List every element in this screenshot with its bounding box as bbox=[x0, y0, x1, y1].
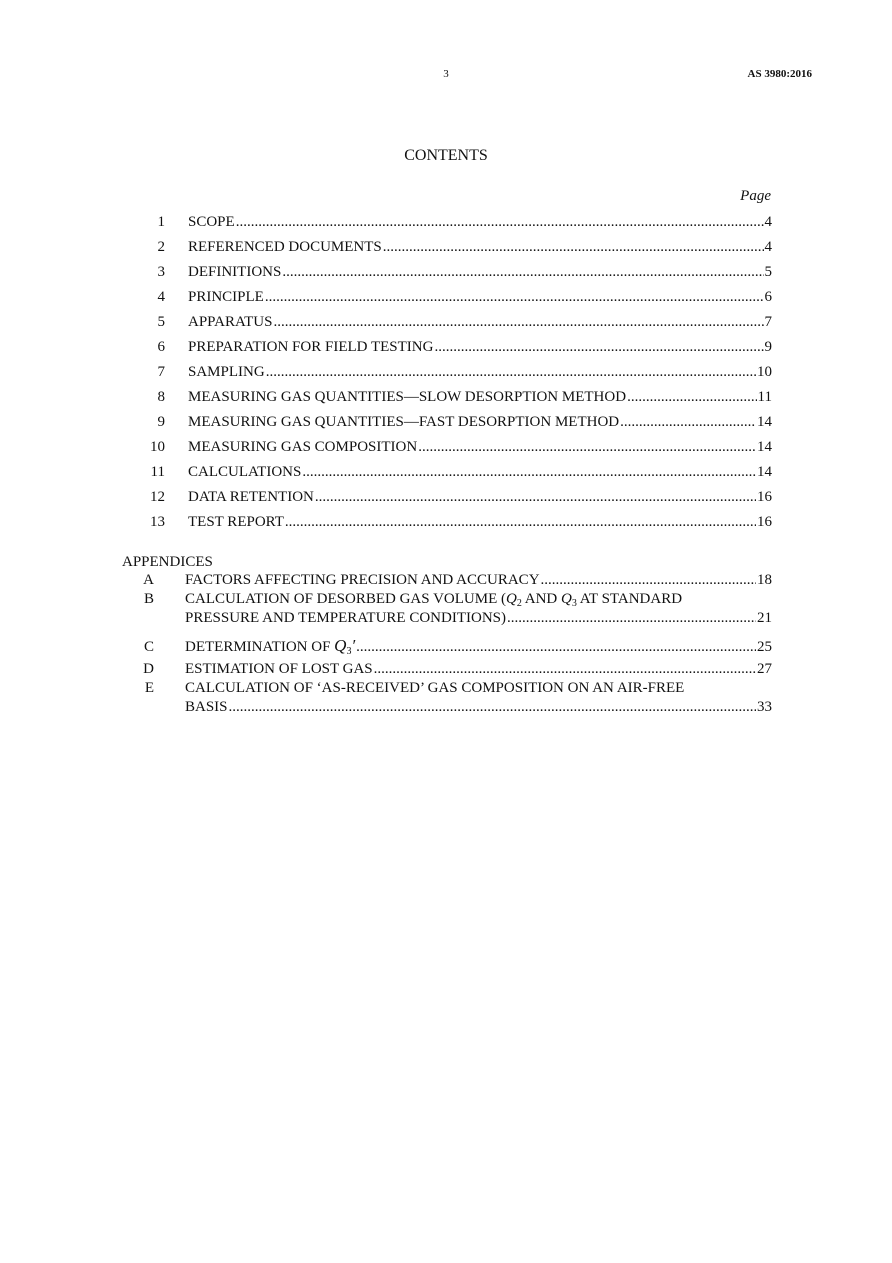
toc-page: 6 bbox=[764, 289, 772, 305]
appendix-title: FACTORS AFFECTING PRECISION AND ACCURACY bbox=[185, 572, 540, 588]
toc-number: 13 bbox=[150, 514, 165, 530]
toc-entry[interactable] bbox=[122, 437, 772, 462]
toc-entry-line bbox=[188, 237, 772, 257]
toc-entry[interactable] bbox=[122, 312, 772, 337]
toc-entry[interactable] bbox=[122, 362, 772, 387]
toc-entry-line bbox=[188, 287, 772, 307]
toc-entry[interactable] bbox=[122, 262, 772, 287]
toc-entry[interactable] bbox=[122, 337, 772, 362]
dot-leader bbox=[315, 487, 756, 507]
toc-title: APPARATUS bbox=[188, 314, 273, 330]
appendix-c-entry[interactable] bbox=[122, 634, 772, 658]
appendix-b-entry[interactable] bbox=[122, 590, 772, 628]
appendices-heading: APPENDICES bbox=[122, 554, 213, 570]
appendix-page: 27 bbox=[757, 661, 772, 677]
dot-leader bbox=[356, 635, 756, 659]
appendix-title: ESTIMATION OF LOST GAS bbox=[185, 661, 373, 677]
toc-number: 11 bbox=[150, 464, 165, 480]
toc-number: 9 bbox=[157, 414, 165, 430]
standard-code: AS 3980:2016 bbox=[747, 68, 812, 80]
appendix-letter: D bbox=[143, 661, 154, 677]
toc-page: 16 bbox=[757, 514, 772, 530]
toc-number: 7 bbox=[157, 364, 165, 380]
toc-entry-line bbox=[188, 387, 772, 407]
appendix-page: 33 bbox=[757, 699, 772, 715]
appendix-a-entry[interactable] bbox=[122, 571, 772, 590]
dot-leader bbox=[434, 337, 763, 357]
dot-leader bbox=[236, 212, 764, 232]
table-of-contents bbox=[122, 212, 772, 537]
toc-number: 6 bbox=[157, 339, 165, 355]
appendix-title-line2: BASIS bbox=[185, 699, 228, 715]
toc-page: 10 bbox=[757, 364, 772, 380]
toc-page: 11 bbox=[757, 389, 772, 405]
toc-entry-line bbox=[188, 512, 772, 532]
toc-number: 10 bbox=[150, 439, 165, 455]
toc-title: SAMPLING bbox=[188, 364, 265, 380]
toc-title: REFERENCED DOCUMENTS bbox=[188, 239, 382, 255]
appendix-page: 25 bbox=[757, 639, 772, 655]
appendix-letter: B bbox=[143, 591, 154, 607]
toc-entry-line bbox=[188, 437, 772, 457]
contents-title: CONTENTS bbox=[404, 147, 488, 164]
dot-leader bbox=[627, 387, 756, 407]
toc-entry[interactable] bbox=[122, 212, 772, 237]
toc-entry-line bbox=[188, 262, 772, 282]
toc-title: PRINCIPLE bbox=[188, 289, 264, 305]
toc-page: 7 bbox=[764, 314, 772, 330]
toc-title: SCOPE bbox=[188, 214, 235, 230]
dot-leader bbox=[282, 262, 763, 282]
toc-entry-line bbox=[188, 312, 772, 332]
toc-page: 14 bbox=[757, 464, 772, 480]
dot-leader bbox=[302, 462, 756, 482]
toc-number: 5 bbox=[157, 314, 165, 330]
toc-entry[interactable] bbox=[122, 287, 772, 312]
toc-number: 3 bbox=[157, 264, 165, 280]
toc-page: 9 bbox=[764, 339, 772, 355]
appendix-page: 18 bbox=[757, 572, 772, 588]
toc-page: 16 bbox=[757, 489, 772, 505]
toc-entry[interactable] bbox=[122, 512, 772, 537]
dot-leader bbox=[229, 698, 756, 717]
toc-entry-line bbox=[188, 487, 772, 507]
toc-title: MEASURING GAS QUANTITIES—FAST DESORPTION METHOD bbox=[188, 414, 620, 430]
dot-leader bbox=[374, 660, 756, 679]
appendix-title-line2: PRESSURE AND TEMPERATURE CONDITIONS) bbox=[185, 610, 507, 626]
toc-entry-line bbox=[188, 212, 772, 232]
toc-page: 14 bbox=[757, 414, 772, 430]
toc-number: 1 bbox=[157, 214, 165, 230]
toc-title: PREPARATION FOR FIELD TESTING bbox=[188, 339, 434, 355]
toc-title: CALCULATIONS bbox=[188, 464, 302, 480]
dot-leader bbox=[507, 609, 756, 628]
toc-entry-line bbox=[188, 362, 772, 382]
dot-leader bbox=[418, 437, 756, 457]
toc-number: 2 bbox=[157, 239, 165, 255]
toc-title: MEASURING GAS QUANTITIES—SLOW DESORPTION METHOD bbox=[188, 389, 627, 405]
dot-leader bbox=[285, 512, 756, 532]
toc-entry[interactable] bbox=[122, 462, 772, 487]
toc-page: 4 bbox=[764, 239, 772, 255]
appendix-title: DETERMINATION OF $Q_3'$ bbox=[185, 636, 356, 657]
appendix-d-entry[interactable] bbox=[122, 660, 772, 679]
appendix-e-entry[interactable] bbox=[122, 679, 772, 717]
appendices-list bbox=[122, 553, 772, 717]
toc-title: TEST REPORT bbox=[188, 514, 284, 530]
toc-entry-line bbox=[188, 462, 772, 482]
toc-title: DEFINITIONS bbox=[188, 264, 282, 280]
appendix-letter: C bbox=[143, 639, 154, 655]
toc-number: 12 bbox=[150, 489, 165, 505]
toc-entry[interactable] bbox=[122, 487, 772, 512]
toc-title: DATA RETENTION bbox=[188, 489, 314, 505]
toc-entry-line bbox=[188, 337, 772, 357]
toc-number: 8 bbox=[157, 389, 165, 405]
toc-page: 5 bbox=[764, 264, 772, 280]
toc-entry[interactable] bbox=[122, 412, 772, 437]
dot-leader bbox=[274, 312, 764, 332]
toc-number: 4 bbox=[157, 289, 165, 305]
page-column-label: Page bbox=[740, 188, 771, 204]
toc-page: 14 bbox=[757, 439, 772, 455]
appendix-letter: A bbox=[143, 572, 154, 588]
dot-leader bbox=[620, 412, 756, 432]
dot-leader bbox=[266, 362, 756, 382]
toc-page: 4 bbox=[764, 214, 772, 230]
appendix-title-line1: CALCULATION OF DESORBED GAS VOLUME ($Q_2$ AND $Q_3$ AT STANDARD bbox=[185, 591, 683, 609]
page-number: 3 bbox=[443, 68, 449, 80]
toc-entry[interactable] bbox=[122, 387, 772, 412]
dot-leader bbox=[265, 287, 764, 307]
appendix-letter: E bbox=[144, 680, 154, 696]
toc-entry-line bbox=[188, 412, 772, 432]
toc-title: MEASURING GAS COMPOSITION bbox=[188, 439, 418, 455]
dot-leader bbox=[383, 237, 764, 257]
toc-entry[interactable] bbox=[122, 237, 772, 262]
appendix-title-line1: CALCULATION OF ‘AS-RECEIVED’ GAS COMPOSITION ON AN AIR-FREE bbox=[185, 680, 685, 696]
dot-leader bbox=[541, 571, 756, 590]
appendix-page: 21 bbox=[757, 610, 772, 626]
